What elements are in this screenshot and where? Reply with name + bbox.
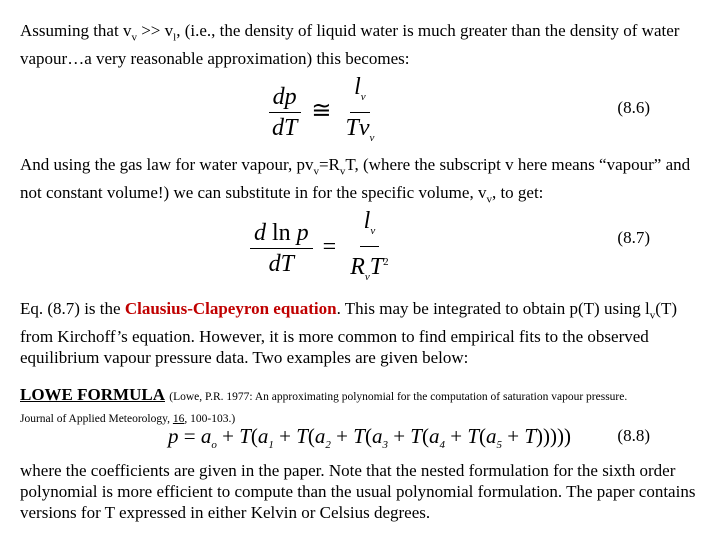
lowe-reference-line1: (Lowe, P.R. 1977: An approximating polynomial for the computation of saturation vapour pressure. (169, 391, 628, 403)
equation-number-8-7: (8.7) (617, 228, 650, 247)
lowe-reference-line2: Journal of Applied Meteorology, 16, 100-103.) (20, 413, 236, 425)
clausius-clapeyron-highlight: Clausius-Clapeyron equation (124, 299, 337, 318)
equation-8-7: $\frac{\text{d ln p}}{dT}$ = $\frac{l_v}{R_vT^2}$ (250, 208, 393, 290)
lowe-formula-section (20, 385, 710, 429)
paragraph-nested-formulation: where the coefficients are given in the paper. Note that the nested formulation for the sixth order polynomial is more efficient to compute than the usual polynomial formulation. The paper contains versions for T expressed in either Kelvin or Celsius degrees. (20, 461, 696, 522)
equation-8-6: $\frac{dp}{dT}$ ≅ $\frac{l_v}{Tv_v}$ (268, 74, 378, 151)
lowe-formula-title: LOWE FORMULA (20, 385, 165, 404)
paragraph-clausius-clapeyron: Eq. (8.7) is the Clausius-Clapeyron equation. This may be integrated to obtain p(T) using $l_v(T)$ from Kirchoff’s equation. However, it is more common to find empirical fits to the observed equilibrium vapour pressure data. Two examples are given below: (20, 299, 677, 368)
equation-number-8-6: (8.6) (617, 98, 650, 117)
paragraph-density-assumption: Assuming that $v_v >> v_l$, (i.e., the density of liquid water is much greater than the density of water vapour…a very reasonable approximation) this becomes: (20, 21, 680, 69)
equation-8-8: $p = a_o + T(a_1 + T(a_2 + T(a_3 + T(a_4 + T(a_5 + T)))))$ (168, 424, 571, 452)
equation-number-8-8: (8.8) (617, 426, 650, 445)
paragraph-gas-law: And using the gas law for water vapour, $pv_v=R_vT$, (where the subscript v here means “vapour” and not constant volume!) we can substitute in for the specific volume, $v_v$, to get: (20, 155, 691, 206)
